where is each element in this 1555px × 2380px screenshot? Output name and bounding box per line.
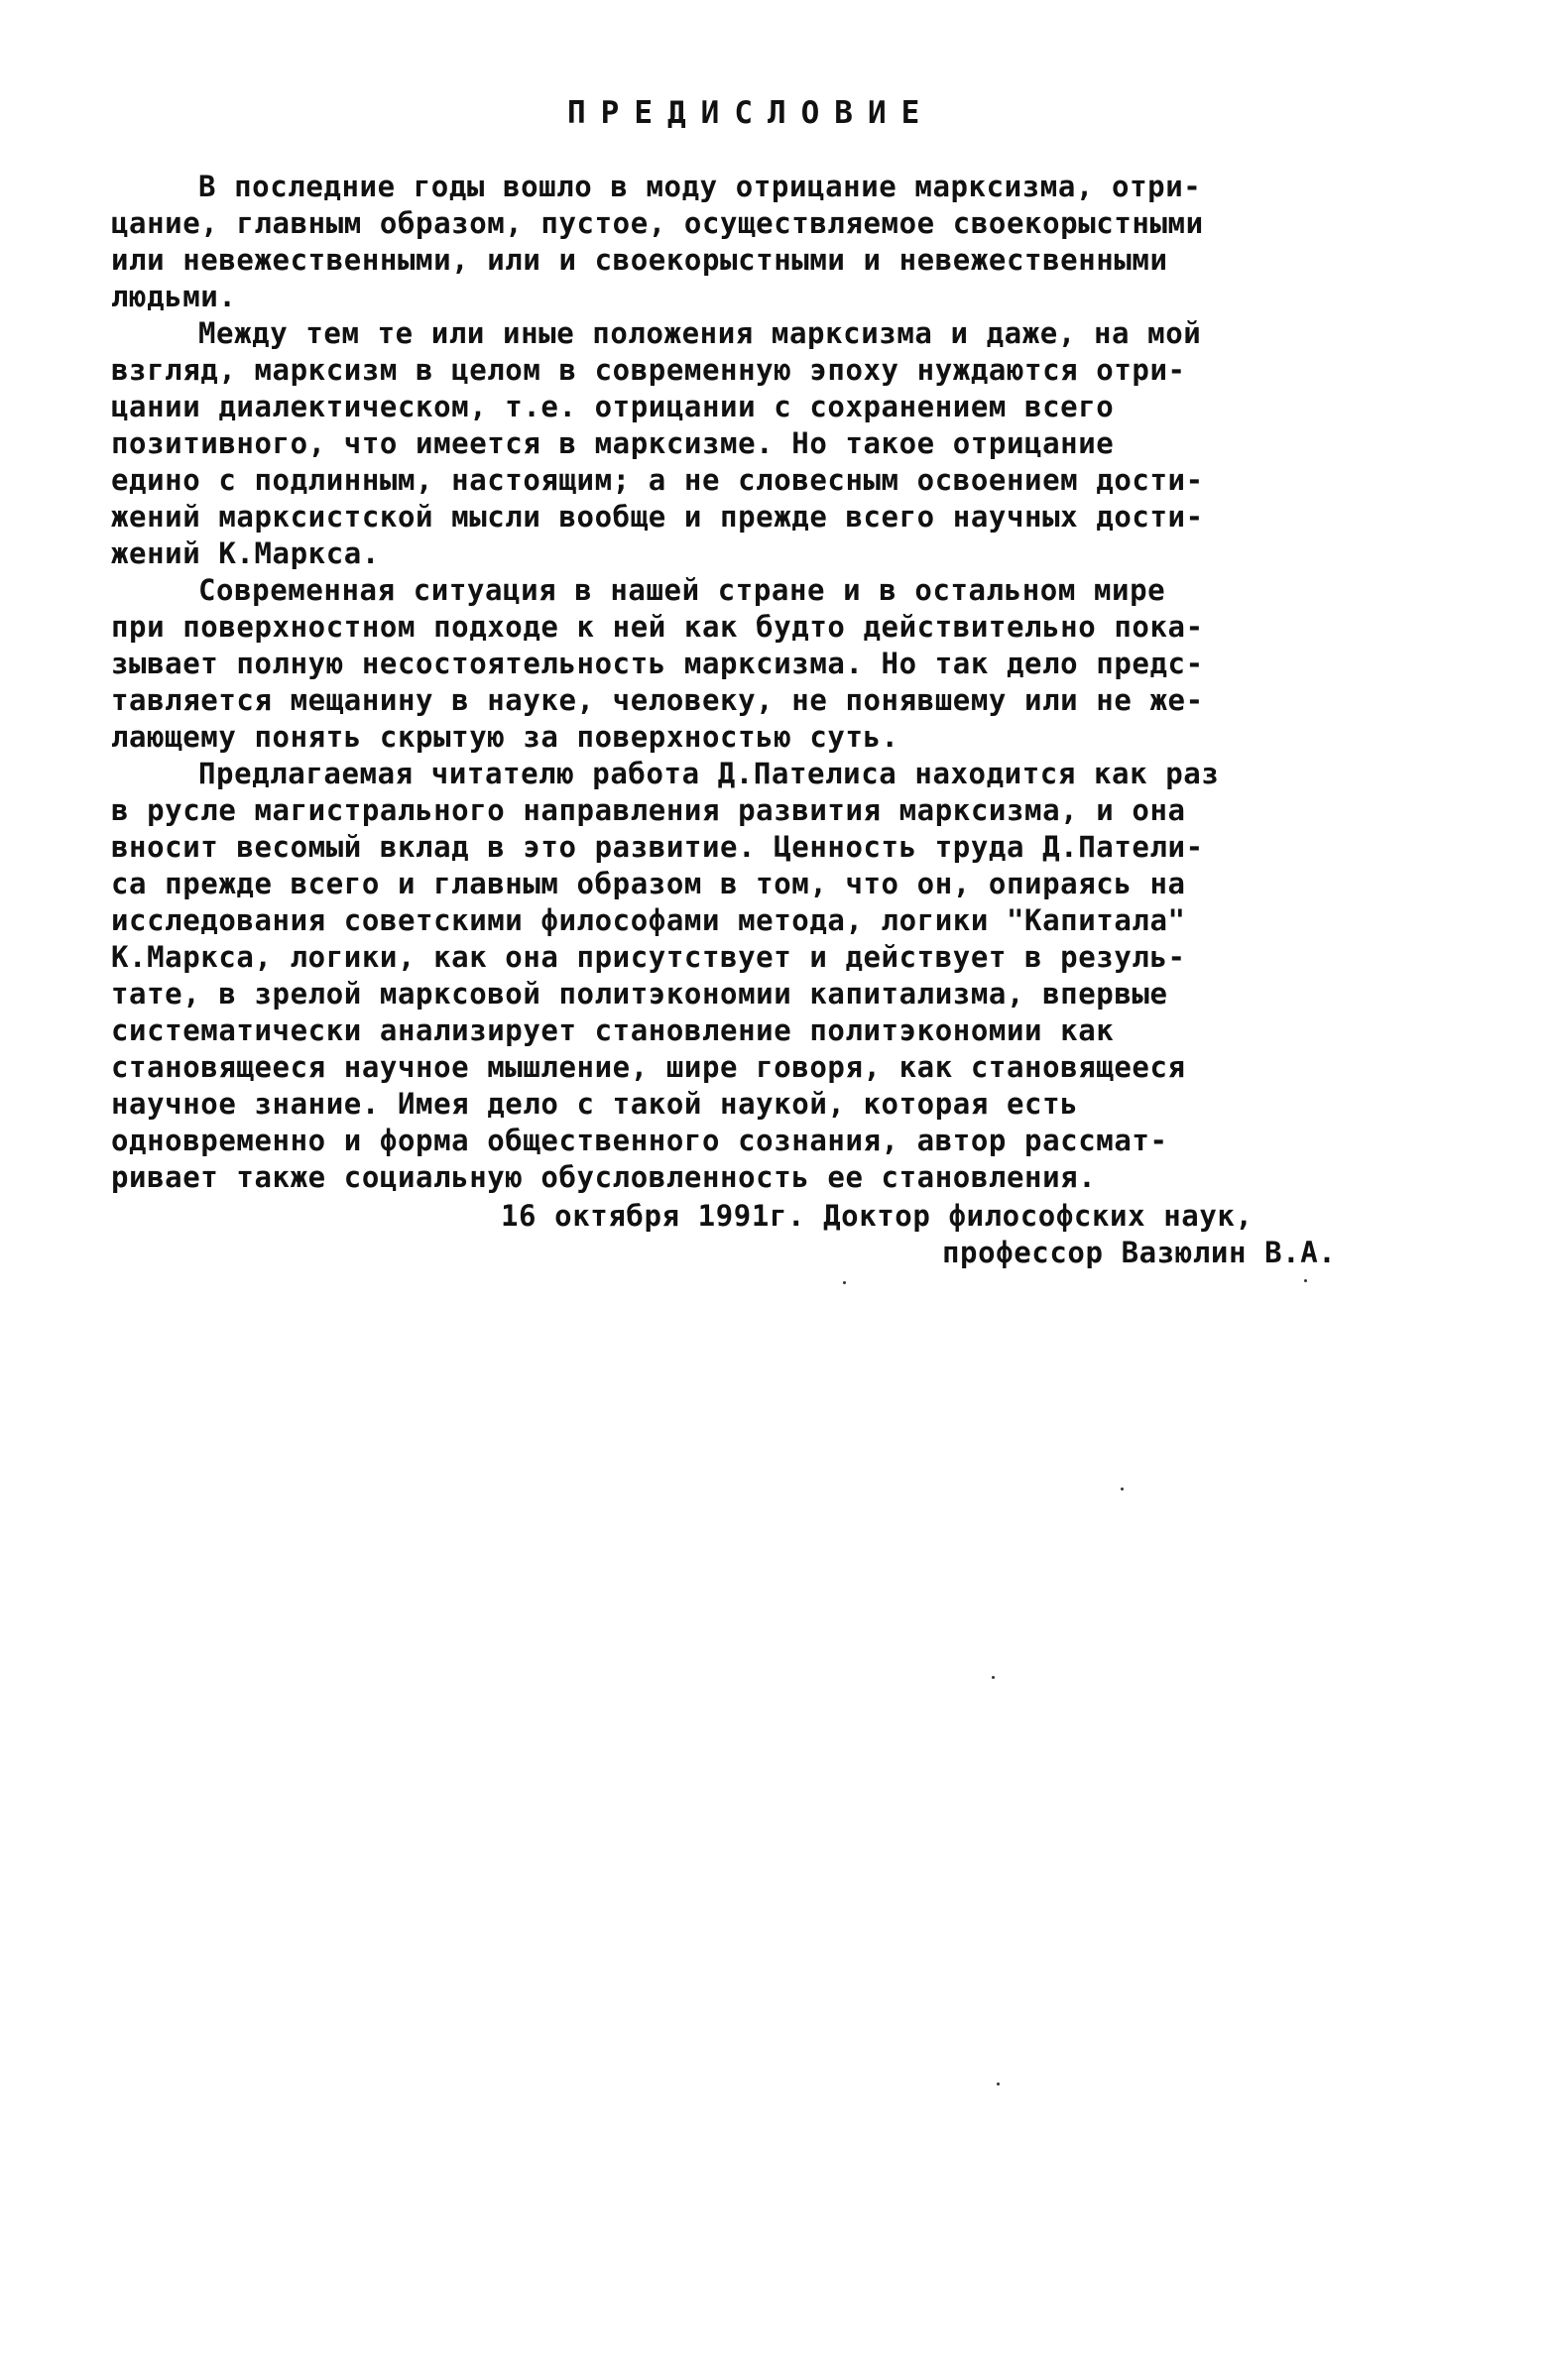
text-line: цании диалектическом, т.е. отрицании с сохранением всего: [111, 390, 1115, 423]
scan-speck: [843, 1281, 846, 1284]
text-line: в русле магистрального направления развития марксизма, и она: [111, 793, 1186, 827]
text-line: вносит весомый вклад в это развитие. Ценность труда Д.Патели-: [111, 830, 1204, 864]
scan-speck: [992, 1676, 995, 1679]
text-line: зывает полную несостоятельность марксизма. Но так дело предс-: [111, 647, 1204, 680]
text-line: людьми.: [111, 280, 237, 313]
text-line: при поверхностном подходе к ней как будто действительно пока-: [111, 610, 1204, 644]
text-line: са прежде всего и главным образом в том, что он, опираясь на: [111, 867, 1186, 900]
text-line: становящееся научное мышление, шире говоря, как становящееся: [111, 1050, 1186, 1084]
text-line: научное знание. Имея дело с такой наукой, которая есть: [111, 1087, 1079, 1121]
text-line: цание, главным образом, пустое, осуществляемое своекорыстными: [111, 206, 1204, 240]
text-line: едино с подлинным, настоящим; а не словесным освоением дости-: [111, 463, 1204, 497]
text-line: тавляется мещанину в науке, человеку, не понявшему или не же-: [111, 683, 1204, 717]
text-line: систематически анализирует становление политэкономии как: [111, 1013, 1115, 1047]
text-line: взгляд, марксизм в целом в современную эпоху нуждаются отри-: [111, 353, 1186, 387]
preface-body: [111, 169, 1455, 1196]
scan-speck: [997, 2082, 1000, 2085]
signature-date: 16 октября 1991г. Доктор философских наук,: [501, 1199, 1254, 1233]
text-line: Предлагаемая читателю работа Д.Пателиса находится как раз: [198, 757, 1220, 790]
text-line: или невежественными, или и своекорыстными и невежественными: [111, 243, 1168, 277]
text-line: позитивного, что имеется в марксизме. Но такое отрицание: [111, 426, 1115, 460]
text-line: Между тем те или иные положения марксизма и даже, на мой: [198, 316, 1202, 350]
text-line: жений марксистской мысли вообще и прежде всего научных дости-: [111, 500, 1204, 534]
text-line: лающему понять скрытую за поверхностью суть.: [111, 720, 899, 754]
text-line: жений К.Маркса.: [111, 536, 380, 570]
page-title: ПРЕДИСЛОВИЕ: [567, 95, 935, 131]
text-line: ривает также социальную обусловленность ее становления.: [111, 1160, 1097, 1194]
text-line: исследования советскими философами метода, логики "Капитала": [111, 903, 1186, 937]
text-line: В последние годы вошло в моду отрицание марксизма, отри-: [198, 170, 1202, 203]
signature-name: профессор Вазюлин В.А.: [942, 1236, 1337, 1269]
text-line: тате, в зрелой марксовой политэкономии капитализма, впервые: [111, 977, 1168, 1011]
text-line: одновременно и форма общественного сознания, автор рассмат-: [111, 1124, 1168, 1157]
scan-speck: [1304, 1279, 1307, 1282]
text-line: Современная ситуация в нашей стране и в остальном мире: [198, 573, 1166, 607]
scan-speck: [1121, 1488, 1124, 1490]
text-line: К.Маркса, логики, как она присутствует и действует в резуль-: [111, 940, 1186, 974]
